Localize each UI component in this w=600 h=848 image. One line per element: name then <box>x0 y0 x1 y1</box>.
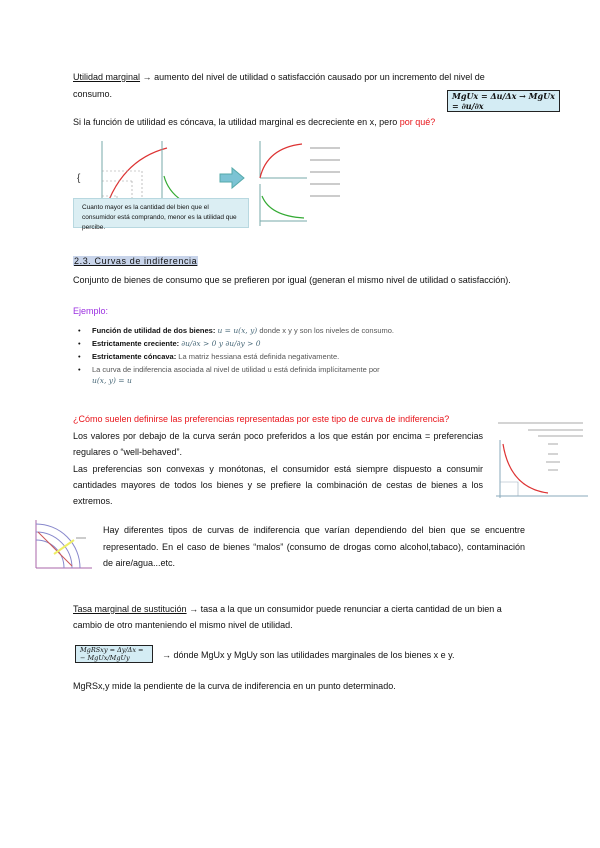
types-line: de aire/agua...etc. <box>103 558 176 568</box>
tms-definition <box>73 604 525 614</box>
definition-line2: consumo. <box>73 89 113 99</box>
note-box: Cuanto mayor es la cantidad del bien que el consumidor está comprando, menor es la utilidad que percibe. <box>73 198 249 228</box>
svg-text:{: { <box>77 173 81 184</box>
term-utilidad-marginal: Utilidad marginal <box>73 72 141 82</box>
slope-note: MgRSx,y mide la pendiente de la curva de indiferencia en un punto determinado. <box>73 681 396 691</box>
list-item <box>78 363 394 376</box>
concave-question <box>73 117 435 127</box>
arrow: → <box>189 604 199 614</box>
list-item <box>78 350 394 363</box>
marginal-utility-formula: MgUx = Δu/Δx → MgUx = ∂u/∂x <box>447 90 560 112</box>
para-line: regulares o “well-behaved”. <box>73 447 183 457</box>
question-text: Si la función de utilidad es cóncava, la utilidad marginal es decreciente en x, pero <box>73 117 400 127</box>
para-line: extremos. <box>73 496 113 506</box>
preferences-question: ¿Cómo suelen definirse las preferencias representadas por este tipo de curva de indiferencia? <box>73 414 450 424</box>
bullet-bold: Estrictamente cóncava: <box>92 352 179 361</box>
bullet-bold: Estrictamente creciente: <box>92 339 182 348</box>
bullet-text: La matriz hessiana está definida negativamente. <box>178 352 340 361</box>
bullet-text: La curva de indiferencia asociada al nivel de utilidad u está definida implícitamente por <box>92 365 380 374</box>
definition-text: aumento del nivel de utilidad o satisfacción causado por un incremento del nivel de <box>154 72 485 82</box>
indifference-curve-graph <box>488 420 593 505</box>
bad-goods-graph <box>34 520 94 572</box>
bullet-bold: Función de utilidad de dos bienes: <box>92 326 218 335</box>
question-highlight: por qué? <box>399 117 436 127</box>
arrow-icon <box>220 168 244 188</box>
types-line: representado. En el caso de bienes “malos” (consumo de drogas como alcohol,tabaco), contaminación <box>103 542 525 552</box>
bullet-continuation: u(x, y) = u <box>92 376 132 385</box>
bullet-text: donde x y y son los niveles de consumo. <box>257 326 394 335</box>
bullet-math: ∂u/∂x > 0 y ∂u/∂y > 0 <box>181 339 261 348</box>
indifference-definition: Conjunto de bienes de consumo que se prefieren por igual (generan el mismo nivel de utilidad o satisfacción). <box>73 275 511 285</box>
para-line: Los valores por debajo de la curva serán poco preferidos a los que están por encima = preferencias <box>73 431 483 441</box>
example-label: Ejemplo: <box>73 306 109 316</box>
tms-definition-line2: cambio de otro manteniendo el mismo nivel de utilidad. <box>73 620 293 630</box>
tms-formula: MgRSxy = Δy/Δx = − MgUx/MgUy <box>75 645 153 663</box>
bullet-math: u = u(x, y) <box>217 326 258 335</box>
marginal-utility-definition <box>73 72 525 82</box>
types-line: Hay diferentes tipos de curvas de indiferencia que varían dependiendo del bien que se encuentre <box>103 525 525 535</box>
list-item <box>78 337 394 350</box>
term-tms: Tasa marginal de sustitución <box>73 604 187 614</box>
tms-formula-note: → dónde MgUx y MgUy son las utilidades marginales de los bienes x e y. <box>162 650 455 660</box>
utility-curve-graph-2 <box>260 141 340 226</box>
para-line: Las preferencias son convexas y monótonas, el consumidor está siempre dispuesto a consumir <box>73 464 483 474</box>
section-heading: 2.3. Curvas de indiferencia <box>74 256 198 266</box>
para-line: cantidades mayores de todos los bienes y se prefiere la combinación de cestas de bienes a los <box>73 480 483 490</box>
list-item <box>78 324 394 337</box>
example-list <box>78 324 394 386</box>
definition-text: tasa a la que un consumidor puede renunciar a cierta cantidad de un bien a <box>200 604 502 614</box>
arrow: → <box>142 72 152 82</box>
